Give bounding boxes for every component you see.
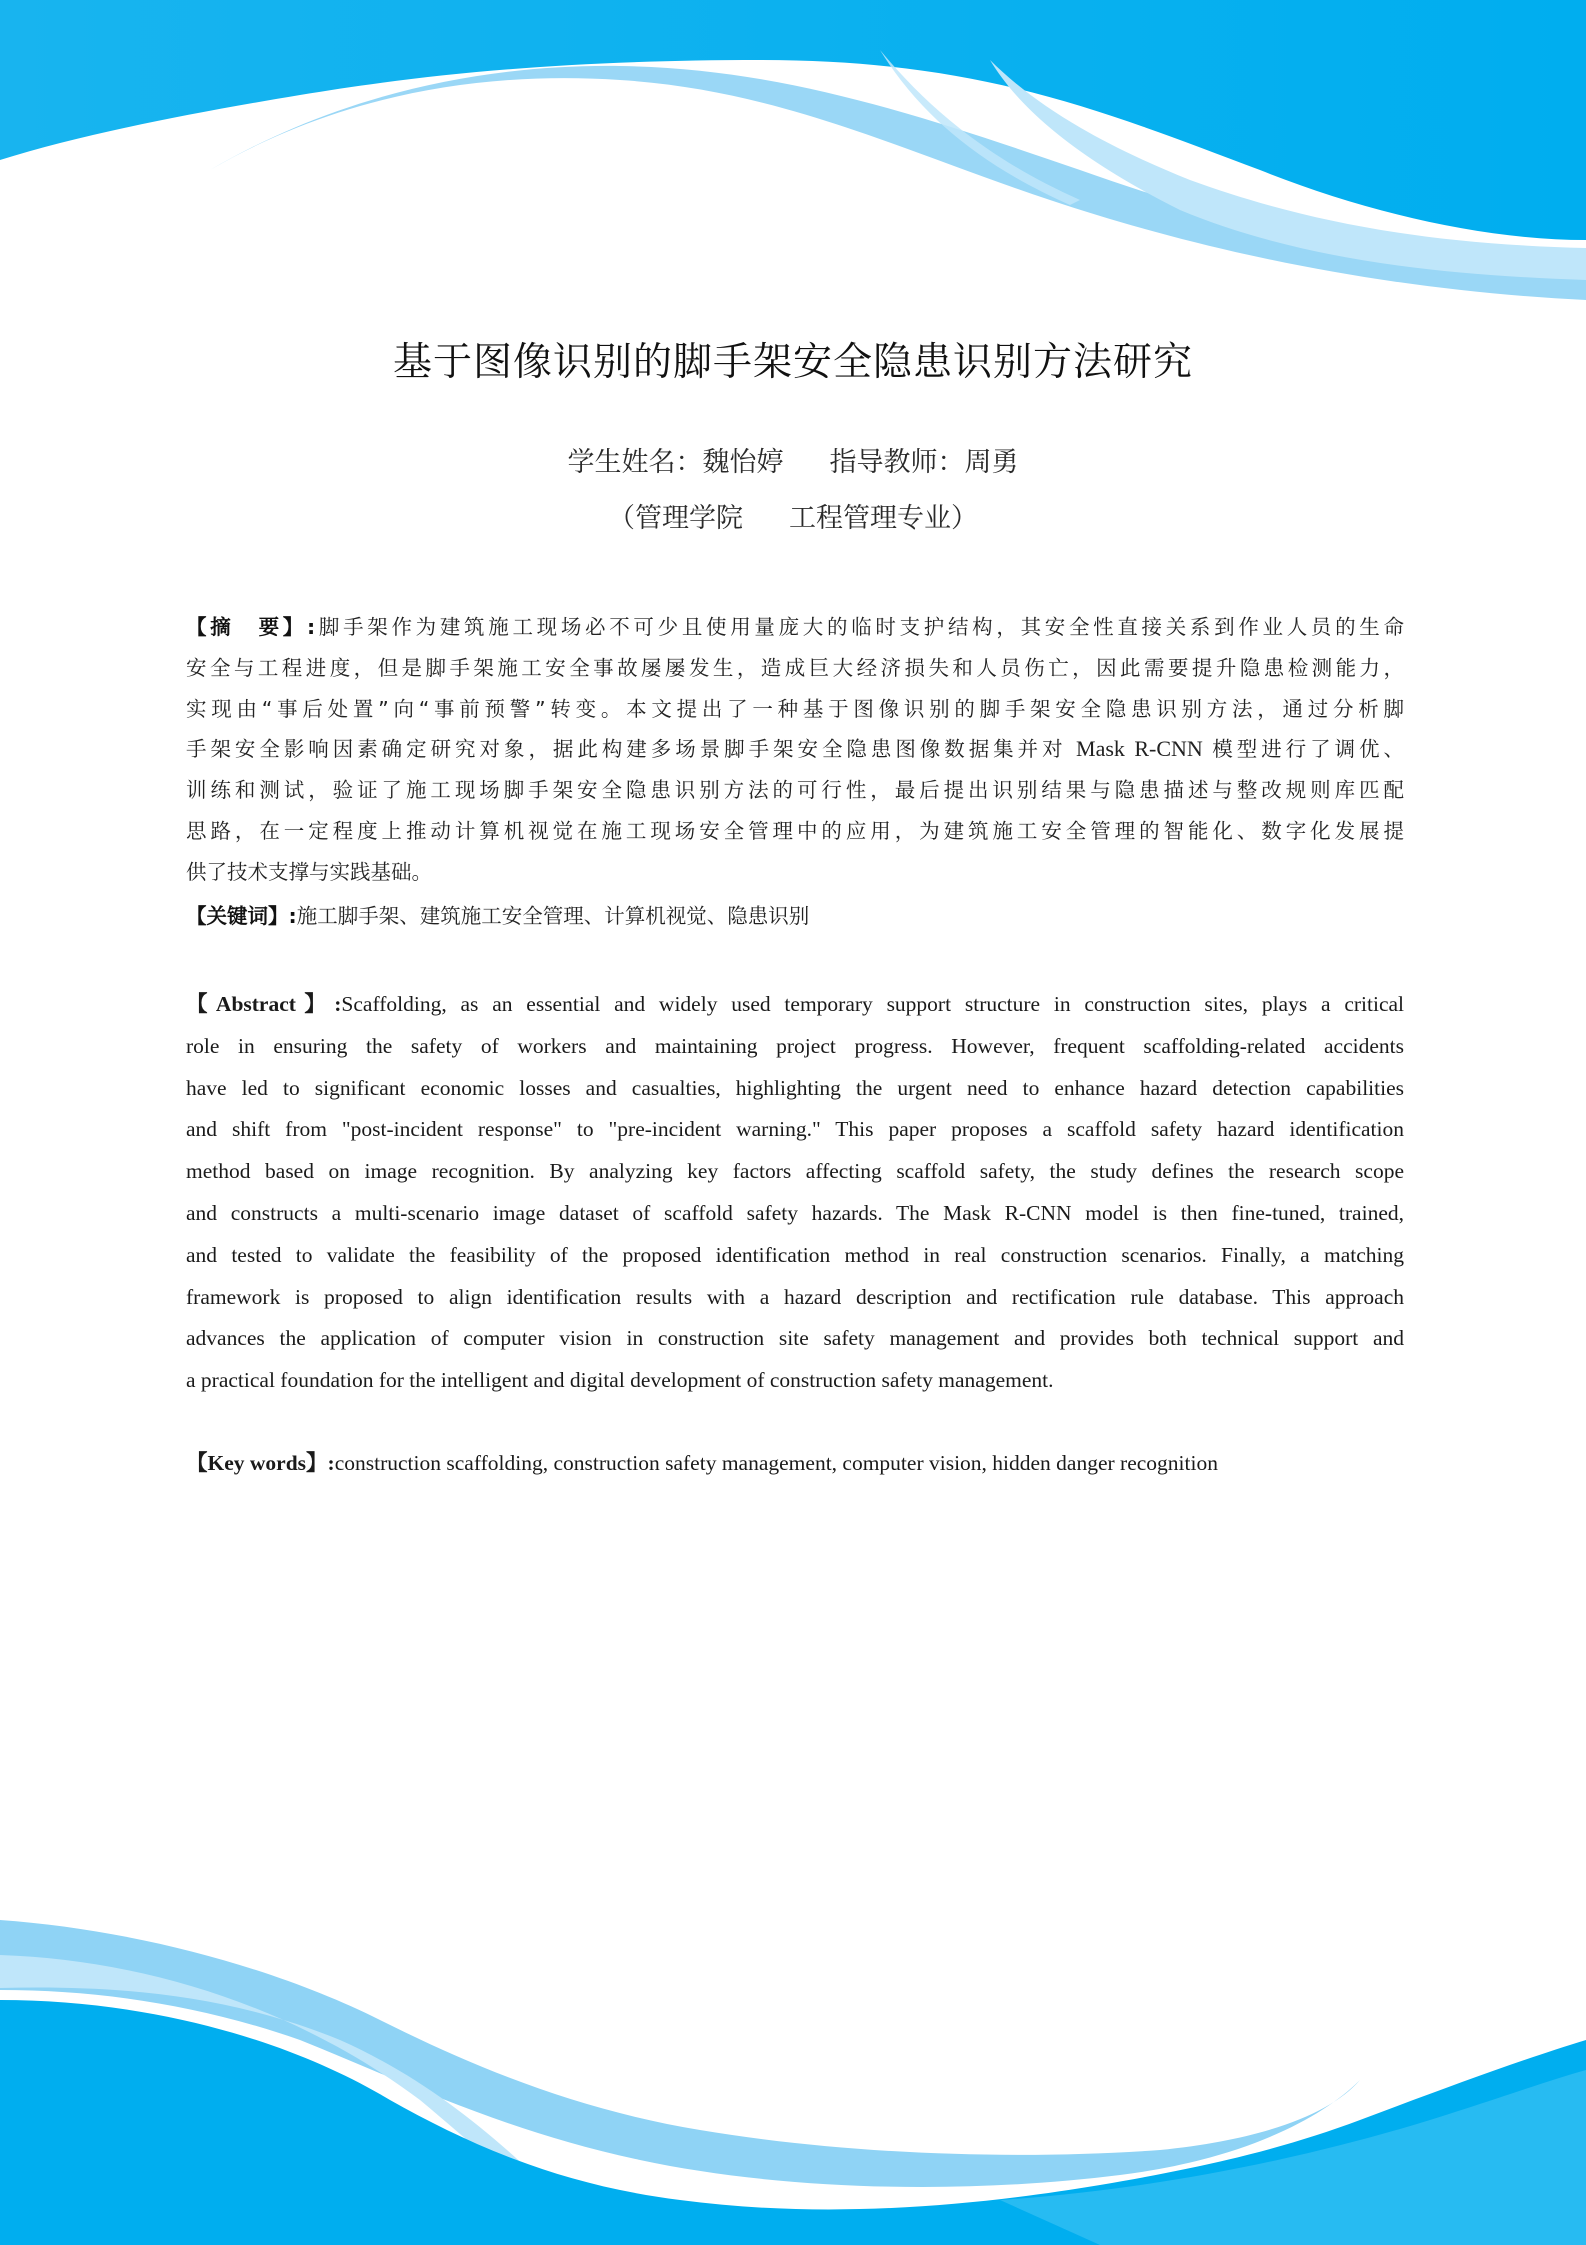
english-keywords-label: 【Key words】 xyxy=(186,1451,328,1475)
english-keywords-text: construction scaffolding, construction safety management, computer vision, hidden danger recognition xyxy=(334,1451,1218,1475)
english-abstract-text: Scaffolding, as an essential and widely used temporary support structure in construction sites, plays a critical xyxy=(341,992,1404,1016)
english-abstract-line: role in ensuring the safety of workers and maintaining project progress. However, frequent scaffolding-related accidents xyxy=(186,1033,1404,1058)
english-abstract-label: 【Abstract】 xyxy=(186,992,335,1016)
footer-wave-decoration xyxy=(0,1900,1586,2245)
chinese-keywords-text: 施工脚手架、建筑施工安全管理、计算机视觉、隐患识别 xyxy=(296,904,810,928)
major-name: 工程管理专业 xyxy=(789,503,951,534)
english-keywords xyxy=(186,1446,1218,1477)
chinese-abstract-label: 【摘 要】: xyxy=(186,615,316,639)
english-abstract-colon: : xyxy=(334,992,342,1016)
department-info xyxy=(0,496,1586,535)
chinese-abstract-text: 模型进行了调优、 xyxy=(1212,737,1405,762)
chinese-abstract-line xyxy=(186,607,1404,648)
english-abstract-line xyxy=(186,984,1404,1026)
chinese-abstract-line: 供了技术支撑与实践基础。 xyxy=(186,859,432,884)
chinese-abstract-line xyxy=(186,729,1404,770)
english-abstract-line: and tested to validate the feasibility of the proposed identification method in real construction scenarios. Finally, a matching xyxy=(186,1242,1404,1267)
advisor-name: 周勇 xyxy=(964,447,1019,478)
english-abstract xyxy=(186,984,1404,1402)
author-info xyxy=(0,440,1586,479)
student-label: 学生姓名： xyxy=(567,447,703,478)
close-paren: ） xyxy=(951,503,978,534)
chinese-abstract xyxy=(186,607,1404,893)
chinese-keywords xyxy=(186,899,809,929)
english-keywords-colon: : xyxy=(327,1451,335,1475)
model-name: Mask R-CNN xyxy=(1066,736,1213,762)
chinese-abstract-text: 手架安全影响因素确定研究对象，据此构建多场景脚手架安全隐患图像数据集并对 xyxy=(186,737,1067,762)
english-abstract-line: a practical foundation for the intelligent and digital development of construction safety management. xyxy=(186,1368,1054,1393)
open-paren: （ xyxy=(608,503,635,534)
header-wave-decoration xyxy=(0,0,1586,330)
english-abstract-line: and shift from "post-incident response" to "pre-incident warning." This paper proposes a scaffold safety hazard identification xyxy=(186,1117,1404,1142)
school-name: 管理学院 xyxy=(635,503,743,534)
english-abstract-line: and constructs a multi-scenario image dataset of scaffold safety hazards. The Mask R-CNN model is then fine-tuned, trained, xyxy=(186,1200,1404,1225)
paper-title: 基于图像识别的脚手架安全隐患识别方法研究 xyxy=(392,340,1193,386)
chinese-abstract-line: 思路，在一定程度上推动计算机视觉在施工现场安全管理中的应用，为建筑施工安全管理的智能化、数字化发展提 xyxy=(186,818,1404,843)
chinese-keywords-label: 【关键词】: xyxy=(186,904,297,928)
student-name: 魏怡婷 xyxy=(702,447,784,478)
english-abstract-line: advances the application of computer vision in construction site safety management and provides both technical support and xyxy=(186,1326,1404,1351)
english-abstract-line: have led to significant economic losses and casualties, highlighting the urgent need to enhance hazard detection capabilities xyxy=(186,1075,1404,1100)
chinese-abstract-text: 脚手架作为建筑施工现场必不可少且使用量庞大的临时支护结构，其安全性直接关系到作业人员的生命 xyxy=(315,615,1405,639)
chinese-abstract-line: 安全与工程进度，但是脚手架施工安全事故屡屡发生，造成巨大经济损失和人员伤亡，因此需要提升隐患检测能力， xyxy=(186,655,1404,680)
advisor-label: 指导教师： xyxy=(829,447,965,478)
english-abstract-line: framework is proposed to align identification results with a hazard description and rectification rule database. This approach xyxy=(186,1284,1404,1309)
english-abstract-line: method based on image recognition. By analyzing key factors affecting scaffold safety, the study defines the research scope xyxy=(186,1159,1404,1184)
chinese-abstract-line: 实现由“事后处置”向“事前预警”转变。本文提出了一种基于图像识别的脚手架安全隐患识别方法，通过分析脚 xyxy=(186,696,1404,721)
chinese-abstract-line: 训练和测试，验证了施工现场脚手架安全隐患识别方法的可行性，最后提出识别结果与隐患描述与整改规则库匹配 xyxy=(186,778,1404,803)
